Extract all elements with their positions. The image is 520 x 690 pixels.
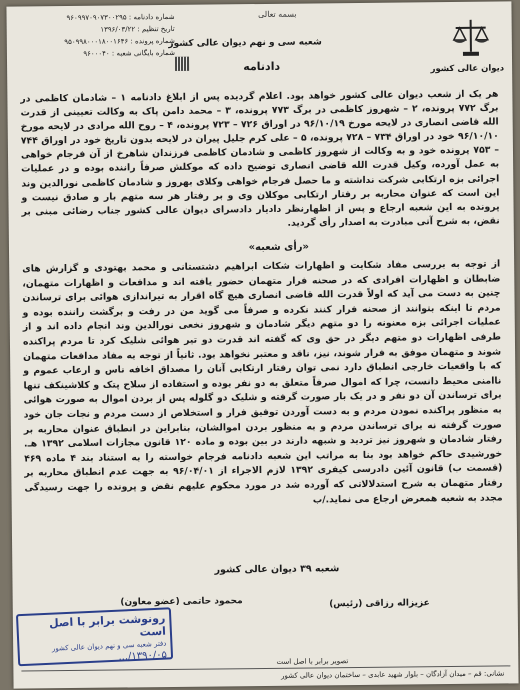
ruling-paragraph: از توجه به بررسی مفاد شکایت و اظهارات شکات ابراهیم دشتستانی و محمد بهتودی و گزارش های ضابطان و اظهارات افرادی که در صحنه فرار متهمان حضور یافته اند و مدافعات و اظهارات متهمان، چنین به دست می آید که اولاً قدرت الله قاضی انصاری هیچ گاه اقرار به تیراندازی هوائی برای ترساندن مردم تا اینکه بتوانند از صحنه فرار کنند نکرده و صرفاً می گوید من در رفت و برگشت راننده بوده و عملیات اجرائی بزه معنونه را دو متهم دیگر شادمان و شهروز نخعی نورالدین وند انجام داده اند و از طرفی اظهارات دو متهم دیگر در حق وی که گفته اند قدرت دو تیر هوائی شلیک کرد تا مردم پراکنده شوند و متهمان موفق به فرار شوند، نیز، ناقد و معتبر نخواهد بود. ثانیاً از توجه به مفاد مدافعات متهمان که با واقعیات خارجی انطباق دارد نمی توان رفتار ارتکابی آنان را مصداق اخافه ناس و ارعاب عموم و ناامنی محیط دانست، چرا که اموال صرفاً متعلق به دو نفر بوده و استفاده از سلاح پتک و کلاشینکف تنها برای ترساندن آن دو نفر و در یک بار صورت گرفته و شلیک دو گلوله پس از بردن اموال به صورت هوائی به منظور پراکنده نمودن مردم و به دست آوردن توفیق فرار و استخلاص از دست مردم و نجات جان خود صورت گرفته نه برای ترساندن مردم و به منظور بردن اموالشان، بنابراین در انطباق عنوان محاربه بر رفتار شادمان و شهروز نیز تردید و شبهه دارند در بین بوده و ماده ۱۲۰ قانون مجازات اسلامی ۱۳۹۲ هـ. خورشیدی حاکم خواهد بود بنا به مراتب این شعبه دادنامه فرجام خواسته را به استناد بند ۴ ماده ۴۶۹ (قسمت ب) قانون آئین دادرسی کیفری ۱۳۹۲ لازم الاجراء از ۹۶/۰۴/۰۱ به جهت عدم انطباق محاربه بر رفتار متهمان به شرح استدلالاتی که آورده شد در مورد محکوم علیهم نقض و پرونده را جهت رسیدگی مجدد به شعبه همعرض ارجاع می نماید./ب <box>22 258 503 505</box>
document-header <box>6 1 512 90</box>
footer-address: نشانی: قم – میدان آزادگان – بلوار شهید عابدی – ساختمان دیوان عالی کشور <box>281 669 505 680</box>
document-meta <box>15 11 175 61</box>
document-title: دادنامه <box>243 59 281 74</box>
stamp-office: دفتر شعبه سی و نهم دیوان عالی کشور <box>51 639 167 653</box>
member-signature: محمود حاتمی (عضو معاون) <box>120 596 243 608</box>
court-verdict-document <box>6 1 518 688</box>
barcode-icon <box>175 57 189 71</box>
archive-number: شماره بایگانی شعبه : ۹۶۰۰۰۴۰ <box>83 48 175 58</box>
certified-copy-stamp <box>16 607 173 666</box>
bismillah-text: بسمه تعالی <box>258 9 297 20</box>
stamp-title: رونوشت برابر با اصل است <box>48 611 167 639</box>
case-number: شماره پرونده : ۹۵۰۹۹۸۰۰۰۱۸۰۰۱۶۴۶ <box>64 36 175 47</box>
issue-date: تاریخ تنظیم : ۱۳۹۶/۰۳/۲۲ <box>100 24 175 34</box>
verdict-number: شماره دادنامه : ۹۶۰۹۹۷۰۹۰۷۳۰۰۲۹۵ <box>66 12 175 23</box>
branch-signature-line: شعبه ۳۹ دیوان عالی کشور <box>214 563 340 576</box>
court-name: دیوان عالی کشور <box>430 63 505 75</box>
stamp-date: ۱۳۹۰/۰۵/... <box>118 649 168 663</box>
judiciary-scales-emblem-icon <box>452 16 490 60</box>
copy-note: تصویر برابر با اصل است <box>276 657 349 666</box>
ruling-heading: «رأی شعبه» <box>248 241 310 254</box>
intro-paragraph: هر یک از شعب دیوان عالی کشور خواهد بود. اعلام گردیده پس از ابلاغ دادنامه ۱ – شادمان کاظمی در برگ ۷۷۲ پرونده، ۲ – شهروز کاظمی در برگ ۷۷۳ پرونده، ۳ – محمد دامن پاک به وکالت تعیینی از قدرت الله قاضی انصاری در لایحه مورخ ۹۶/۱۰/۱۹ در اوراق ۷۲۶ – ۷۲۳ پرونده، ۴ – روح الله مرادی در لایحه مورخ ۹۶/۱۰/۱۰ خود در اوراق ۷۳۴ – ۷۲۸ پرونده، ۵ – علی کرم جلیل پیران در لایحه بدون تاریخ خود در اوراق ۷۴۴ – ۷۵۳ پرونده خود و به وکالت از شهروز کاظمی و شادمان کاظمی فرزندان شاهرخ از آن فرجام خواهی به عمل آورده، وکیل قدرت الله قاضی انصاری توضیح داده که موکلش صرفاً راننده بوده و در عملیات اجرائی بزه ارتکابی شرکت نداشته و ما حصل فرجام خواهی وکلای بهروز و شادمان کاظمی نورالدین وند این است که عنوان محاربه بر رفتار ارتکابی موکلان وی و بر رفتار هر سه متهم بار و صادق نیست و پرونده به این شعبه ارجاع و پس از اظهارنظر دادیار دادسرای دیوان عالی کشور جناب رضائی مبنی بر نقض، به شرح آتی مبادرت به اصدار رأی گردید. <box>20 88 500 229</box>
branch-line: شعبه سی و نهم دیوان عالی کشور <box>168 37 322 49</box>
judge-signature: عزیزاله رزاقی (رئیس) <box>329 598 430 610</box>
